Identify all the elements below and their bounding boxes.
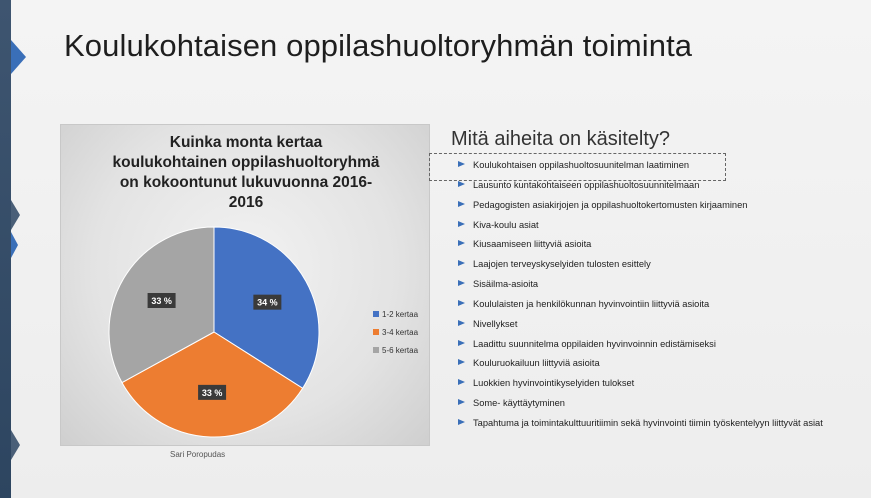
list-item-text: Laajojen terveyskyselyiden tulosten esittely <box>473 259 651 270</box>
data-label-text: 34 % <box>257 297 278 308</box>
list-item-text: Koululaisten ja henkilökunnan hyvinvointiin liittyviä asioita <box>473 298 710 309</box>
list-item <box>458 259 838 270</box>
decor-arrow-3 <box>11 232 18 258</box>
list-item <box>458 339 838 350</box>
list-item <box>458 299 838 310</box>
bullet-arrow-icon <box>458 201 465 207</box>
list-item-text: Kiusaamiseen liittyviä asioita <box>473 239 592 250</box>
legend-label: 1-2 kertaa <box>382 310 419 319</box>
decor-arrow-1 <box>11 40 26 74</box>
bullet-arrow-icon <box>458 161 465 167</box>
data-label <box>148 293 176 308</box>
bullet-arrow-icon <box>458 399 465 405</box>
chart-title-line: Kuinka monta kertaa <box>169 134 323 151</box>
bullet-arrow-icon <box>458 280 465 286</box>
list-item-text: Kiva-koulu asiat <box>473 219 539 230</box>
list-item <box>458 239 838 250</box>
bullet-arrow-icon <box>458 300 465 306</box>
decor-arrow-2 <box>11 200 20 230</box>
list-item-text: Lausunto kuntakohtaiseen oppilashuoltosuunnitelmaan <box>473 179 700 190</box>
bullet-arrow-icon <box>458 359 465 365</box>
list-item-text: Nivellykset <box>473 318 518 329</box>
legend-swatch <box>373 347 379 353</box>
chart-title-line: on kokoontunut lukuvuonna 2016- <box>119 174 373 191</box>
data-label-text: 33 % <box>151 295 172 306</box>
bullet-arrow-icon <box>458 221 465 227</box>
list-item <box>458 200 838 211</box>
legend-label: 3-4 kertaa <box>382 328 419 337</box>
list-item-text: Luokkien hyvinvointikyselyiden tulokset <box>473 378 635 389</box>
bullet-arrow-icon <box>458 181 465 187</box>
list-item <box>458 319 838 330</box>
legend-swatch <box>373 329 379 335</box>
chart-area[interactable] <box>60 124 430 446</box>
list-item-text: Koulukohtaisen oppilashuoltosuunitelman laatiminen <box>473 160 690 170</box>
list-item-text: Tapahtuma ja toimintakulttuuritiimin sekä hyvinvointi tiimin työskentelyyn liittyvät asiat <box>473 417 823 428</box>
list-item <box>458 398 838 409</box>
bullet-arrow-icon <box>458 260 465 266</box>
list-item <box>458 279 838 290</box>
legend-label: 5-6 kertaa <box>382 346 419 355</box>
list-item <box>458 378 838 389</box>
list-item-text: Pedagogisten asiakirjojen ja oppilashuoltokertomusten kirjaaminen <box>473 199 748 210</box>
topic-list[interactable] <box>458 160 838 428</box>
bullet-arrow-icon <box>458 379 465 385</box>
data-label <box>253 295 281 310</box>
legend-swatch <box>373 311 379 317</box>
footer-credit: Sari Poropudas <box>170 450 226 459</box>
list-item-text: Kouluruokailuun liittyviä asioita <box>473 358 600 369</box>
list-item <box>458 160 838 171</box>
list-item-text: Some- käyttäytyminen <box>473 398 565 409</box>
left-decoration <box>0 0 40 498</box>
bullet-arrow-icon <box>458 419 465 425</box>
list-item-text: Laadittu suunnitelma oppilaiden hyvinvoinnin edistämiseksi <box>473 338 716 349</box>
chart-title-line: 2016 <box>228 194 264 211</box>
list-item <box>458 220 838 231</box>
bullet-arrow-icon <box>458 340 465 346</box>
slide-title[interactable]: Koulukohtaisen oppilashuoltoryhmän toiminta <box>64 28 693 63</box>
list-item <box>458 358 838 369</box>
data-label-text: 33 % <box>201 387 223 398</box>
bullet-arrow-icon <box>458 240 465 246</box>
bullet-arrow-icon <box>458 320 465 326</box>
pie-chart <box>61 125 431 447</box>
decor-arrow-4 <box>11 430 20 460</box>
list-item-text: Sisäilma-asioita <box>473 279 539 290</box>
data-label <box>198 385 226 400</box>
section-subtitle[interactable]: Mitä aiheita on käsitelty? <box>451 128 671 150</box>
chart-title-line: koulukohtainen oppilashuoltoryhmä <box>112 154 380 171</box>
list-item <box>458 180 838 191</box>
list-item <box>458 418 838 429</box>
